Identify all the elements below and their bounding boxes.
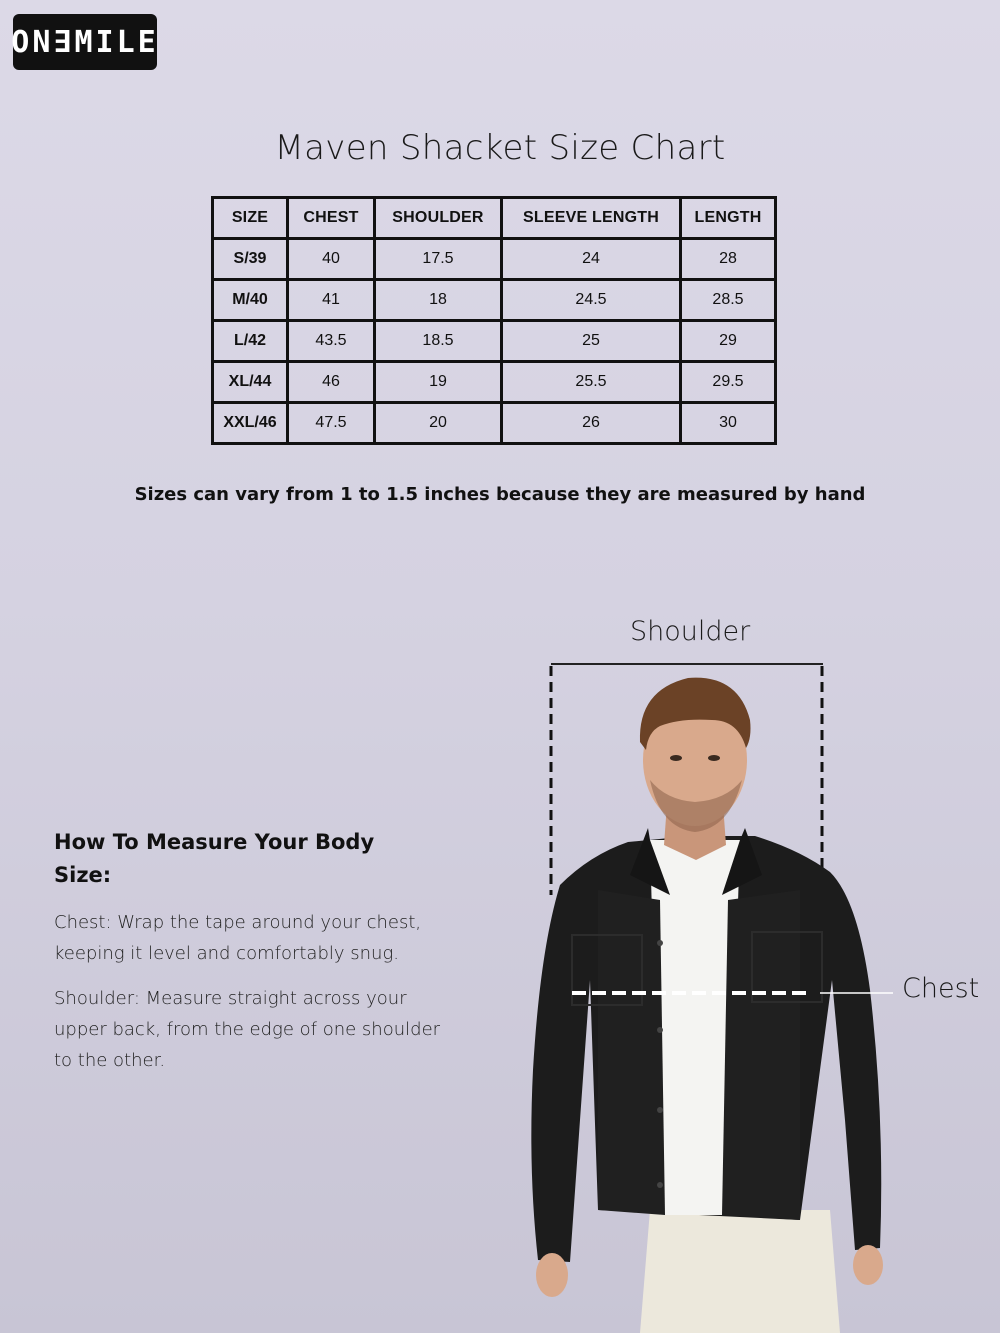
cell-chest: 43.5 [288, 321, 375, 362]
cell-length: 28.5 [681, 280, 776, 321]
table-row [213, 280, 776, 321]
size-chart-table [211, 196, 777, 445]
cell-sleeve-length: 24.5 [502, 280, 681, 321]
cell-length: 28 [681, 239, 776, 280]
cell-size: S/39 [213, 239, 288, 280]
page-title: Maven Shacket Size Chart [274, 128, 726, 168]
header-shoulder: SHOULDER [375, 198, 502, 239]
header-sleeve-length: SLEEVE LENGTH [502, 198, 681, 239]
chest-instructions: Chest: Wrap the tape around your chest, keeping it level and comfortably snug. [54, 912, 422, 964]
cell-shoulder: 18.5 [375, 321, 502, 362]
table-row [213, 239, 776, 280]
cell-shoulder: 20 [375, 403, 502, 444]
cell-sleeve-length: 25 [502, 321, 681, 362]
jacket-right-panel [722, 890, 800, 1220]
cell-sleeve-length: 26 [502, 403, 681, 444]
table-header-row [213, 198, 776, 239]
cell-size: L/42 [213, 321, 288, 362]
table-row [213, 362, 776, 403]
measure-guide-heading: How To Measure Your Body Size: [54, 830, 375, 887]
brand-logo-text: ON∃MILE [11, 24, 159, 60]
chest-label: Chest [902, 973, 980, 1004]
header-chest: CHEST [288, 198, 375, 239]
cell-length: 29 [681, 321, 776, 362]
measurement-note: Sizes can vary from 1 to 1.5 inches because they are measured by hand [134, 484, 866, 505]
cell-size: XXL/46 [213, 403, 288, 444]
cell-shoulder: 19 [375, 362, 502, 403]
cell-length: 29.5 [681, 362, 776, 403]
shoulder-instructions: Shoulder: Measure straight across your upper back, from the edge of one shoulder to the other. [54, 988, 441, 1071]
cell-chest: 46 [288, 362, 375, 403]
left-eye [670, 755, 682, 761]
right-eye [708, 755, 720, 761]
cell-size: XL/44 [213, 362, 288, 403]
table-row [213, 403, 776, 444]
right-hand [853, 1245, 883, 1285]
shoulder-label: Shoulder [630, 616, 751, 647]
cell-chest: 41 [288, 280, 375, 321]
cell-length: 30 [681, 403, 776, 444]
jacket-left-panel [598, 890, 665, 1215]
brand-logo[interactable] [13, 14, 157, 70]
model-figure [500, 650, 1000, 1333]
trousers [640, 1210, 840, 1333]
cell-sleeve-length: 25.5 [502, 362, 681, 403]
cell-size: M/40 [213, 280, 288, 321]
header-size: SIZE [213, 198, 288, 239]
cell-shoulder: 17.5 [375, 239, 502, 280]
left-hand [536, 1253, 568, 1297]
cell-shoulder: 18 [375, 280, 502, 321]
table-row [213, 321, 776, 362]
cell-chest: 47.5 [288, 403, 375, 444]
cell-chest: 40 [288, 239, 375, 280]
header-length: LENGTH [681, 198, 776, 239]
cell-sleeve-length: 24 [502, 239, 681, 280]
